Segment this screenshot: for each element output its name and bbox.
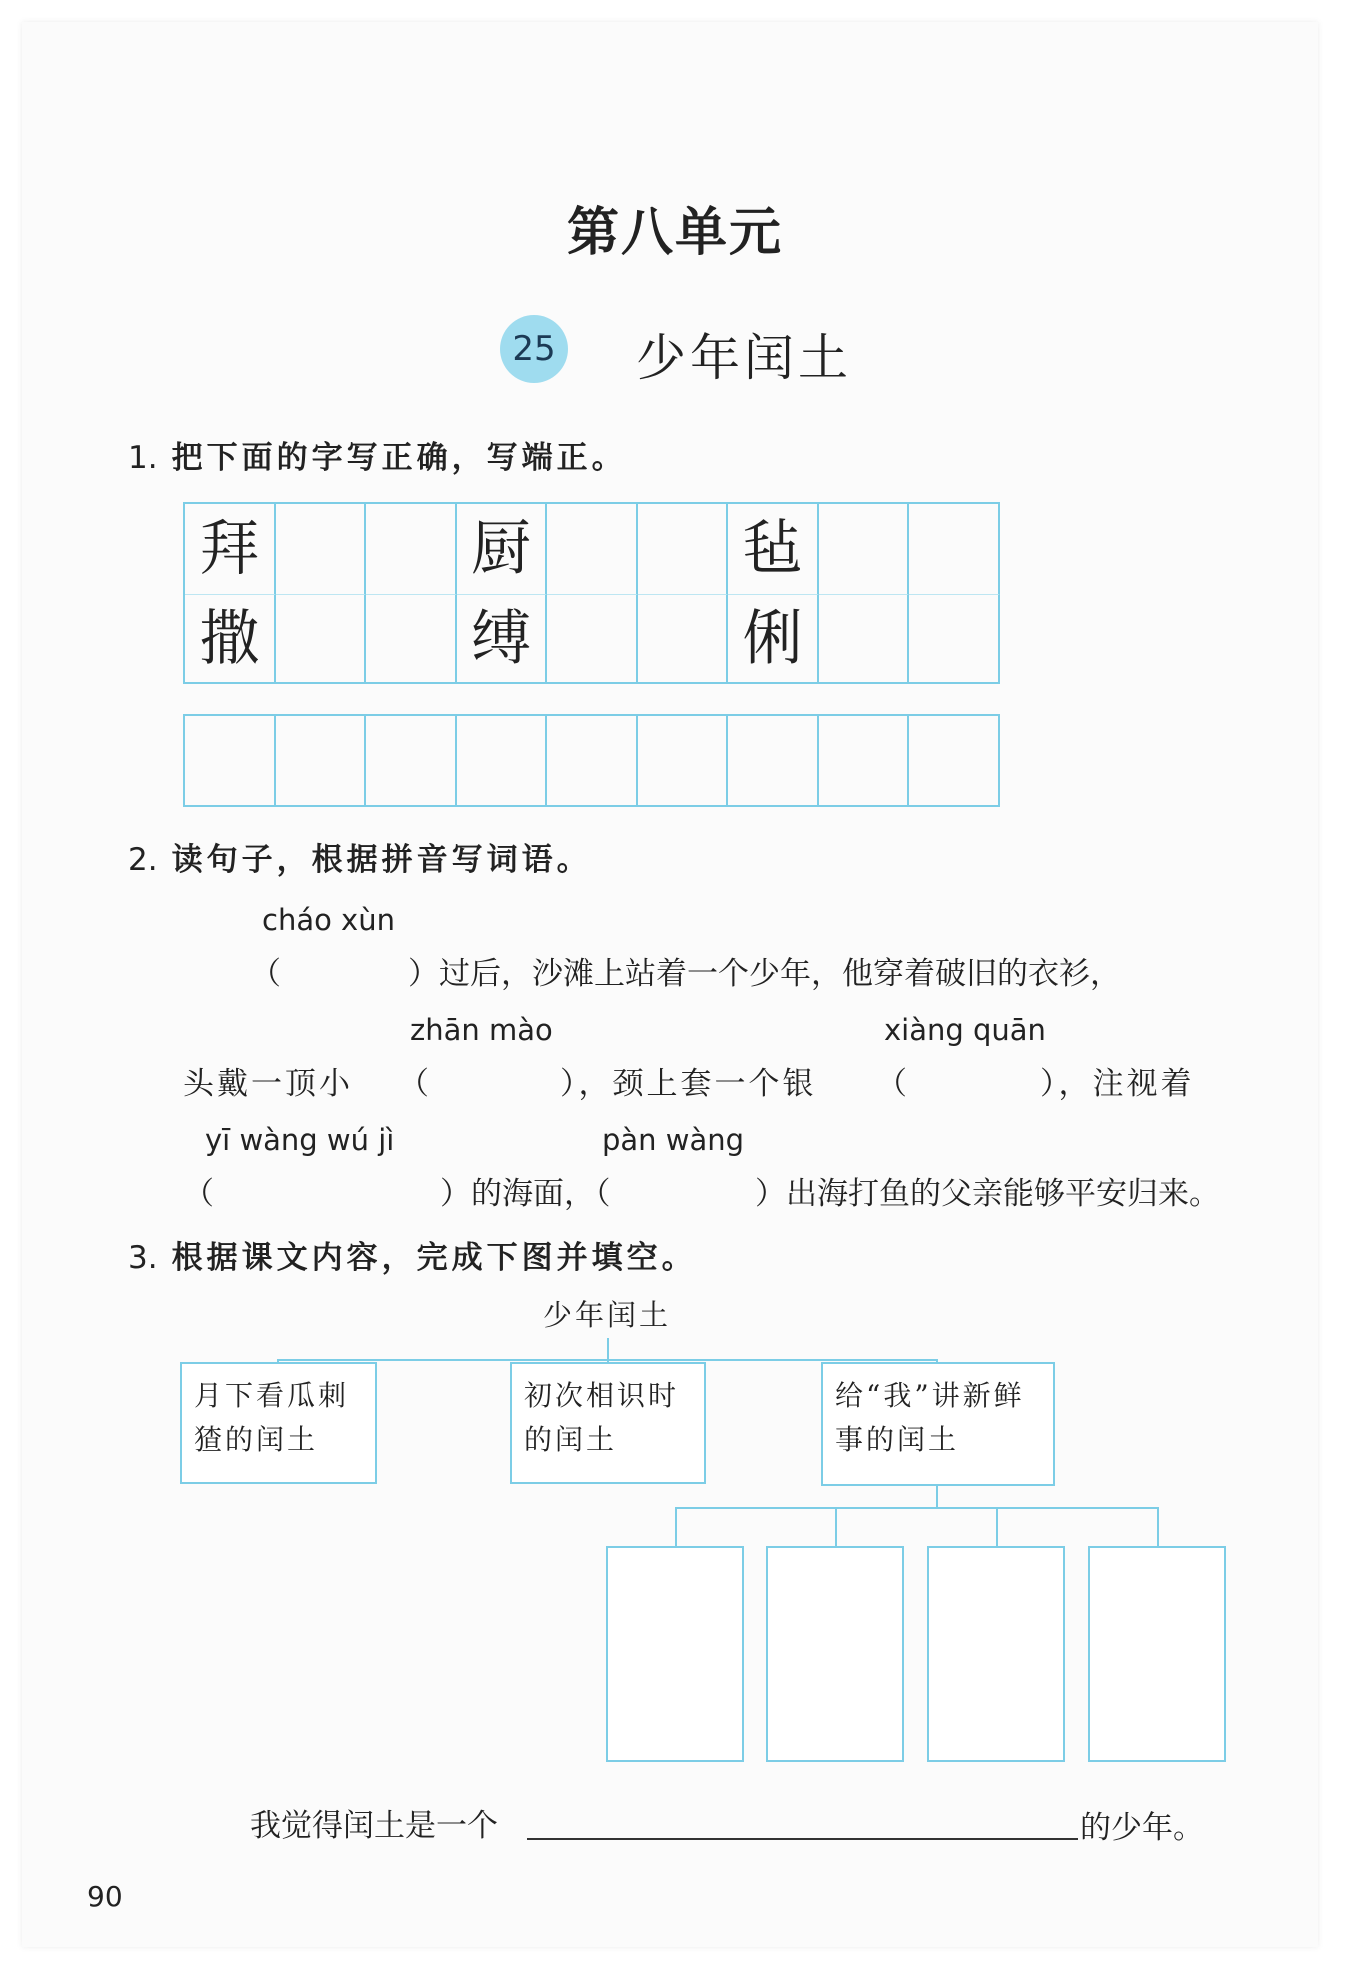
grid-cell[interactable] [819,716,909,807]
practice-grid-1 [183,502,1000,684]
answer-box-3[interactable] [927,1546,1065,1762]
pinyin-yiwangwuji: yī wàng wú jì [205,1123,395,1157]
grid-cell: 撒 [185,595,276,684]
sentence-line-2a: 头戴一顶小 [183,1066,353,1102]
diagram-box-new-stories: 给“我”讲新鲜事的闰土 [821,1362,1055,1486]
answer-box-2[interactable] [766,1546,904,1762]
summary-sentence-end: 的少年。 [1080,1810,1204,1846]
question-3-title [128,1232,697,1277]
blank-paren-open: （ [183,1176,214,1212]
sentence-line-2b: ），颈上套一个银 [560,1066,817,1102]
grid-cell[interactable] [638,504,728,595]
sentence-line-3a: ）的海面，（ [440,1176,611,1212]
connector-line [607,1338,609,1360]
page-number: 90 [87,1880,123,1913]
grid-cell[interactable] [638,716,728,807]
question-2-number: 2. [128,842,158,878]
blank-paren-open: （ [250,956,281,992]
summary-sentence-start: 我觉得闰土是一个 [250,1808,498,1844]
grid-cell[interactable] [728,716,819,807]
grid-cell[interactable] [457,716,547,807]
grid-cell: 俐 [728,595,819,684]
connector-line [1157,1507,1159,1547]
pinyin-chaoxun: cháo xùn [262,903,395,937]
question-2-title [128,834,592,879]
lesson-title: 少年闰土 [636,329,852,387]
grid-cell: 毡 [728,504,819,595]
grid-cell[interactable] [909,504,1000,595]
unit-title: 第八单元 [566,202,783,263]
answer-box-4[interactable] [1088,1546,1226,1762]
question-3-number: 3. [128,1240,158,1276]
sentence-line-2c: ），注视着 [1040,1066,1195,1102]
question-1-title [128,432,627,477]
grid-cell: 厨 [457,504,547,595]
grid-cell[interactable] [909,595,1000,684]
diagram-root-label: 少年闰土 [543,1298,672,1332]
question-1-number: 1. [128,440,158,476]
diagram-box-watermelon: 月下看瓜刺猹的闰土 [180,1362,377,1484]
question-3-instruction: 根据课文内容，完成下图并填空。 [171,1240,697,1276]
grid-cell[interactable] [276,595,366,684]
grid-cell[interactable] [638,595,728,684]
connector-line [675,1507,1159,1509]
grid-cell[interactable] [366,716,457,807]
grid-cell[interactable] [819,595,909,684]
grid-cell[interactable] [276,504,366,595]
summary-answer-line[interactable] [527,1838,1078,1840]
pinyin-panwang: pàn wàng [602,1123,745,1157]
grid-cell[interactable] [819,504,909,595]
blank-paren-open: （ [398,1066,429,1102]
connector-line [675,1507,677,1547]
grid-cell[interactable] [366,504,457,595]
connector-line [996,1507,998,1547]
diagram-box-first-meeting: 初次相识时的闰土 [510,1362,706,1484]
grid-cell: 拜 [185,504,276,595]
answer-box-1[interactable] [606,1546,744,1762]
lesson-number-badge: 25 [500,315,568,383]
grid-cell: 缚 [457,595,547,684]
pinyin-zhanmao: zhān mào [410,1013,553,1047]
connector-line [835,1507,837,1547]
grid-cell[interactable] [366,595,457,684]
blank-paren-open: （ [876,1066,907,1102]
grid-cell[interactable] [547,595,638,684]
grid-cell[interactable] [547,716,638,807]
grid-cell[interactable] [185,716,276,807]
question-2-instruction: 读句子，根据拼音写词语。 [171,842,592,878]
sentence-line-1: ）过后，沙滩上站着一个少年，他穿着破旧的衣衫， [408,956,1121,992]
pinyin-xiangquan: xiàng quān [884,1013,1046,1047]
question-1-instruction: 把下面的字写正确，写端正。 [171,440,627,476]
sentence-line-3b: ）出海打鱼的父亲能够平安归来。 [755,1176,1220,1212]
grid-cell[interactable] [547,504,638,595]
practice-grid-2 [183,714,1000,807]
connector-line [936,1486,938,1508]
grid-cell[interactable] [276,716,366,807]
grid-cell[interactable] [909,716,1000,807]
